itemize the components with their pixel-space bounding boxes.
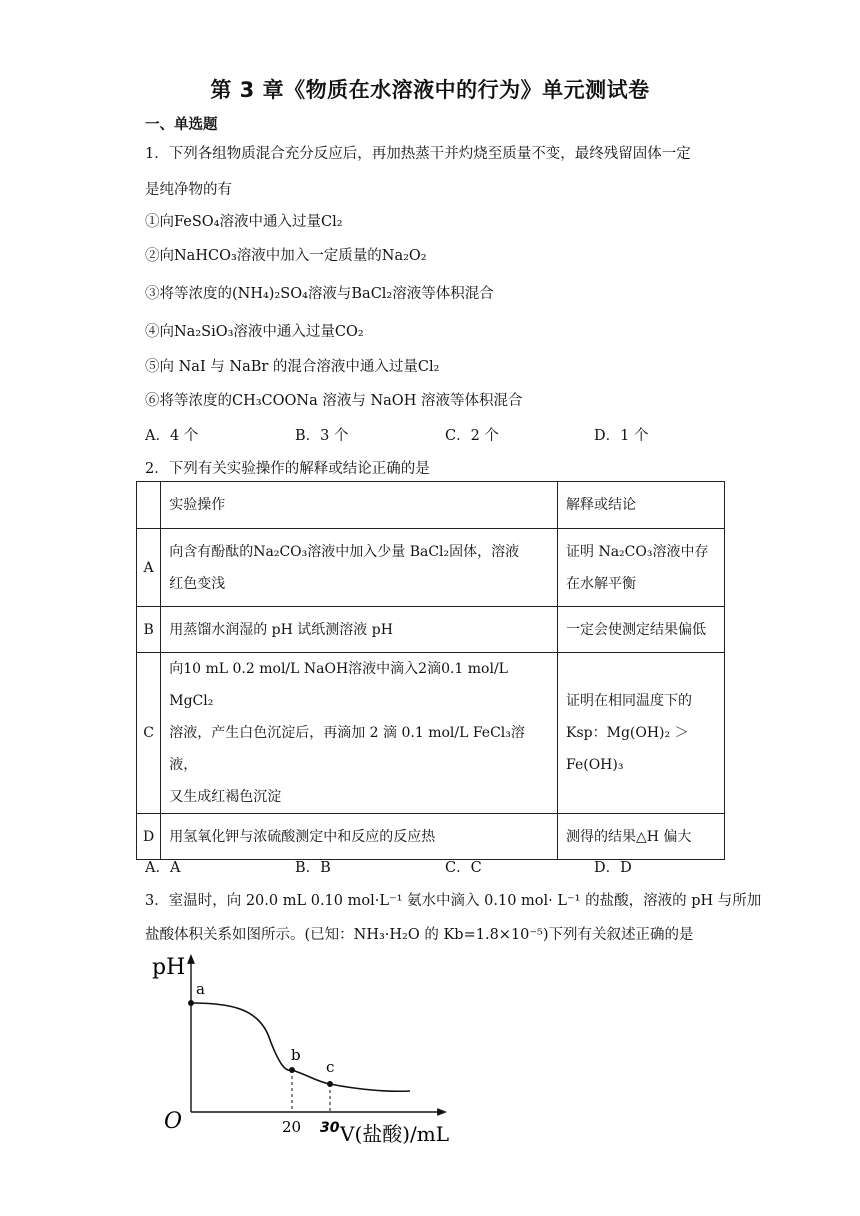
row-operation-line: 向10 mL 0.2 mol/L NaOH溶液中滴入2滴0.1 mol/L MgCl₂ (169, 661, 508, 709)
point-b (289, 1067, 295, 1073)
q3-stem-line1: 3．室温时，向 20.0 mL 0.10 mol·L⁻¹ 氨水中滴入 0.10 mol· L⁻¹ 的盐酸，溶液的 pH 与所加 (145, 893, 762, 909)
x-tick-label: 20 (282, 1118, 302, 1136)
row-operation: 用蒸馏水润湿的 pH 试纸测溶液 pH (161, 607, 558, 653)
row-operation-line: 又生成红褐色沉淀 (169, 789, 282, 805)
q1-stem-line1: 1．下列各组物质混合充分反应后，再加热蒸干并灼烧至质量不变，最终残留固体一定 (145, 146, 691, 162)
q1-item-4: ④向Na₂SiO₃溶液中通入过量CO₂ (145, 324, 364, 340)
point-a (188, 1000, 194, 1006)
row-operation: 用氢氧化钾与浓硫酸测定中和反应的反应热 (161, 814, 558, 860)
row-operation-line: 向含有酚酞的Na₂CO₃溶液中加入少量 BaCl₂固体，溶液 (169, 543, 520, 560)
q3-stem-line2: 盐酸体积关系如图所示。(已知：NH₃·H₂O 的 Kb=1.8×10⁻⁵)下列有关叙述正确的是 (145, 927, 694, 943)
row-result-line: 在水解平衡 (566, 575, 636, 592)
row-result: 一定会使测定结果偏低 (558, 607, 725, 653)
row-result-line: 证明 Na₂CO₃溶液中存 (566, 543, 709, 560)
row-operation-line: 溶液，产生白色沉淀后，再滴加 2 滴 0.1 mol/L FeCl₃溶液， (169, 725, 525, 773)
origin-label: O (164, 1109, 183, 1134)
row-result-line: 证明在相同温度下的 (566, 693, 692, 709)
row-label: B (137, 607, 161, 653)
q1-item-3: ③将等浓度的(NH₄)₂SO₄溶液与BaCl₂溶液等体积混合 (145, 286, 494, 302)
row-operation (161, 653, 558, 814)
q1-stem-line2: 是纯净物的有 (145, 182, 232, 198)
q2-header-label (137, 482, 161, 529)
page-title: 第 3 章《物质在水溶液中的行为》单元测试卷 (210, 78, 650, 102)
q1-option-b[interactable]: B．3 个 (295, 428, 349, 444)
row-label: A (137, 529, 161, 607)
q1-item-5: ⑤向 NaI 与 NaBr 的混合溶液中通入过量Cl₂ (145, 359, 440, 375)
q2-option-a[interactable]: A．A (145, 860, 181, 876)
q2-option-c[interactable]: C．C (445, 860, 482, 876)
titration-chart (152, 948, 480, 1148)
point-c (327, 1081, 333, 1087)
q1-option-c[interactable]: C．2 个 (445, 428, 499, 444)
q2-table (136, 481, 725, 860)
row-result-line: Fe(OH)₃ (566, 757, 624, 773)
table-row (137, 653, 725, 814)
q1-item-6: ⑥将等浓度的CH₃COONa 溶液与 NaOH 溶液等体积混合 (145, 393, 523, 409)
q2-option-b[interactable]: B．B (295, 860, 331, 876)
section-heading: 一、单选题 (145, 117, 218, 133)
row-result: 测得的结果△H 偏大 (558, 814, 725, 860)
q1-option-d[interactable]: D．1 个 (594, 428, 649, 444)
row-result (558, 653, 725, 814)
table-row (137, 607, 725, 653)
q2-stem: 2．下列有关实验操作的解释或结论正确的是 (145, 461, 430, 477)
q2-header-op: 实验操作 (161, 482, 558, 529)
row-result (558, 529, 725, 607)
table-row (137, 529, 725, 607)
row-operation (161, 529, 558, 607)
point-a-label: a (196, 980, 205, 998)
q2-table-header (137, 482, 725, 529)
row-operation-line: 红色变浅 (169, 575, 226, 592)
row-result-line: Ksp：Mg(OH)₂ ＞ (566, 725, 689, 741)
q2-header-res: 解释或结论 (558, 482, 725, 529)
table-row (137, 814, 725, 860)
y-axis-label: pH (152, 955, 186, 980)
q1-item-1: ①向FeSO₄溶液中通入过量Cl₂ (145, 214, 343, 230)
x-axis-label: V(盐酸)/mL (340, 1122, 450, 1146)
row-label: D (137, 814, 161, 860)
x-tick-label: 30 (320, 1120, 340, 1136)
q2-option-d[interactable]: D．D (594, 860, 632, 876)
q1-item-2: ②向NaHCO₃溶液中加入一定质量的Na₂O₂ (145, 248, 427, 264)
point-c-label: c (326, 1058, 335, 1076)
row-label: C (137, 653, 161, 814)
point-b-label: b (291, 1046, 301, 1064)
q1-option-a[interactable]: A．4 个 (145, 428, 199, 444)
